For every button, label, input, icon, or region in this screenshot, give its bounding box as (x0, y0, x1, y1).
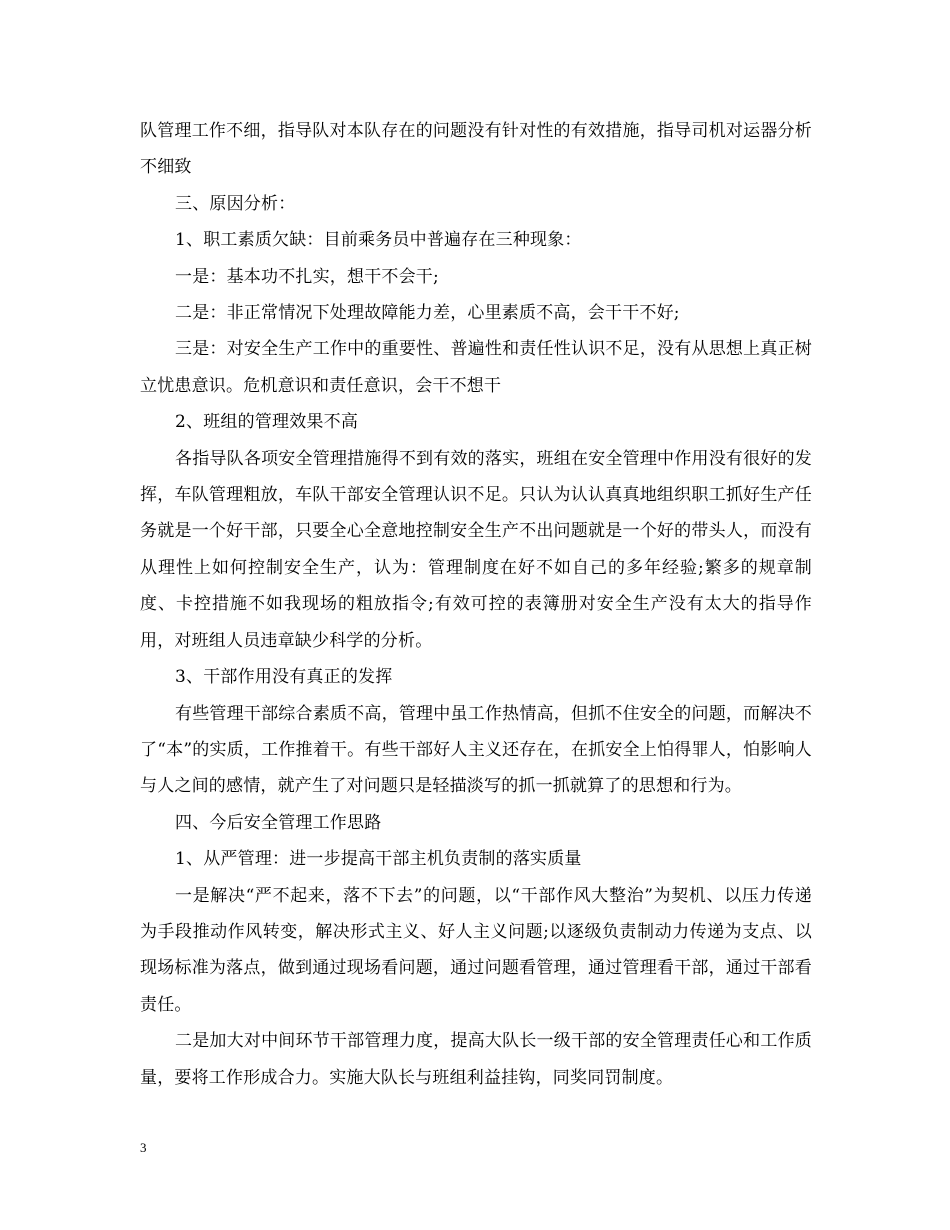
document-body (140, 113, 812, 1096)
paragraph-point-one: 一是：基本功不扎实，想干不会干; (175, 266, 439, 287)
paragraph-team-management: 各指导队各项安全管理措施得不到有效的落实，班组在安全管理中作用没有很好的发挥，车队管理粗放，车队干部安全管理认识不足。只认为认认真真地组织职工抓好生产任务就是一个好干部，只要全心全意地控制安全生产不出问题就是一个好的带头人，而没有从理性上如何控制安全生产，认为：管理制度在好不如自己的多年经验;繁多的规章制度、卡控措施不如我现场的粗放指令;有效可控的表簿册对安全生产没有太大的指导作用，对班组人员违章缺少科学的分析。 (140, 448, 812, 651)
paragraph-first-measure: 一是解决“严不起来，落不下去”的问题，以“干部作风大整治”为契机、以压力传递为手段推动作风转变，解决形式主义、好人主义问题;以逐级负责制动力传递为支点、以现场标准为落点，做到通过现场看问题，通过问题看管理，通过管理看干部，通过干部看责任。 (140, 885, 812, 1015)
paragraph-continuation: 队管理工作不细，指导队对本队存在的问题没有针对性的有效措施，指导司机对运器分析不细致 (140, 121, 812, 178)
section-heading-future-approach: 四、今后安全管理工作思路 (175, 812, 382, 833)
paragraph-cadre-role: 有些管理干部综合素质不高，管理中虽工作热情高，但抓不住安全的问题，而解决不了“本”的实质，工作推着干。有些干部好人主义还存在，在抓安全上怕得罪人，怕影响人与人之间的感情，就产生了对问题只是轻描淡写的抓一抓就算了的思想和行为。 (140, 703, 812, 797)
subheading-staff-quality: 1、职工素质欠缺：目前乘务员中普遍存在三种现象： (175, 230, 582, 251)
page-number: 3 (140, 1140, 147, 1155)
subheading-cadre-role: 3、干部作用没有真正的发挥 (175, 667, 393, 688)
paragraph-second-measure: 二是加大对中间环节干部管理力度，提高大队长一级干部的安全管理责任心和工作质量，要将工作形成合力。实施大队长与班组利益挂钩，同奖同罚制度。 (140, 1031, 812, 1088)
subheading-strict-management: 1、从严管理：进一步提高干部主机负责制的落实质量 (175, 849, 582, 870)
paragraph-point-three: 三是：对安全生产工作中的重要性、普遍性和责任性认识不足，没有从思想上真正树立忧患意识。危机意识和责任意识，会干不想干 (140, 339, 812, 396)
subheading-team-management: 2、班组的管理效果不高 (175, 412, 359, 433)
section-heading-cause-analysis: 三、原因分析： (175, 193, 296, 214)
paragraph-point-two: 二是：非正常情况下处理故障能力差，心里素质不高，会干干不好; (175, 303, 680, 324)
